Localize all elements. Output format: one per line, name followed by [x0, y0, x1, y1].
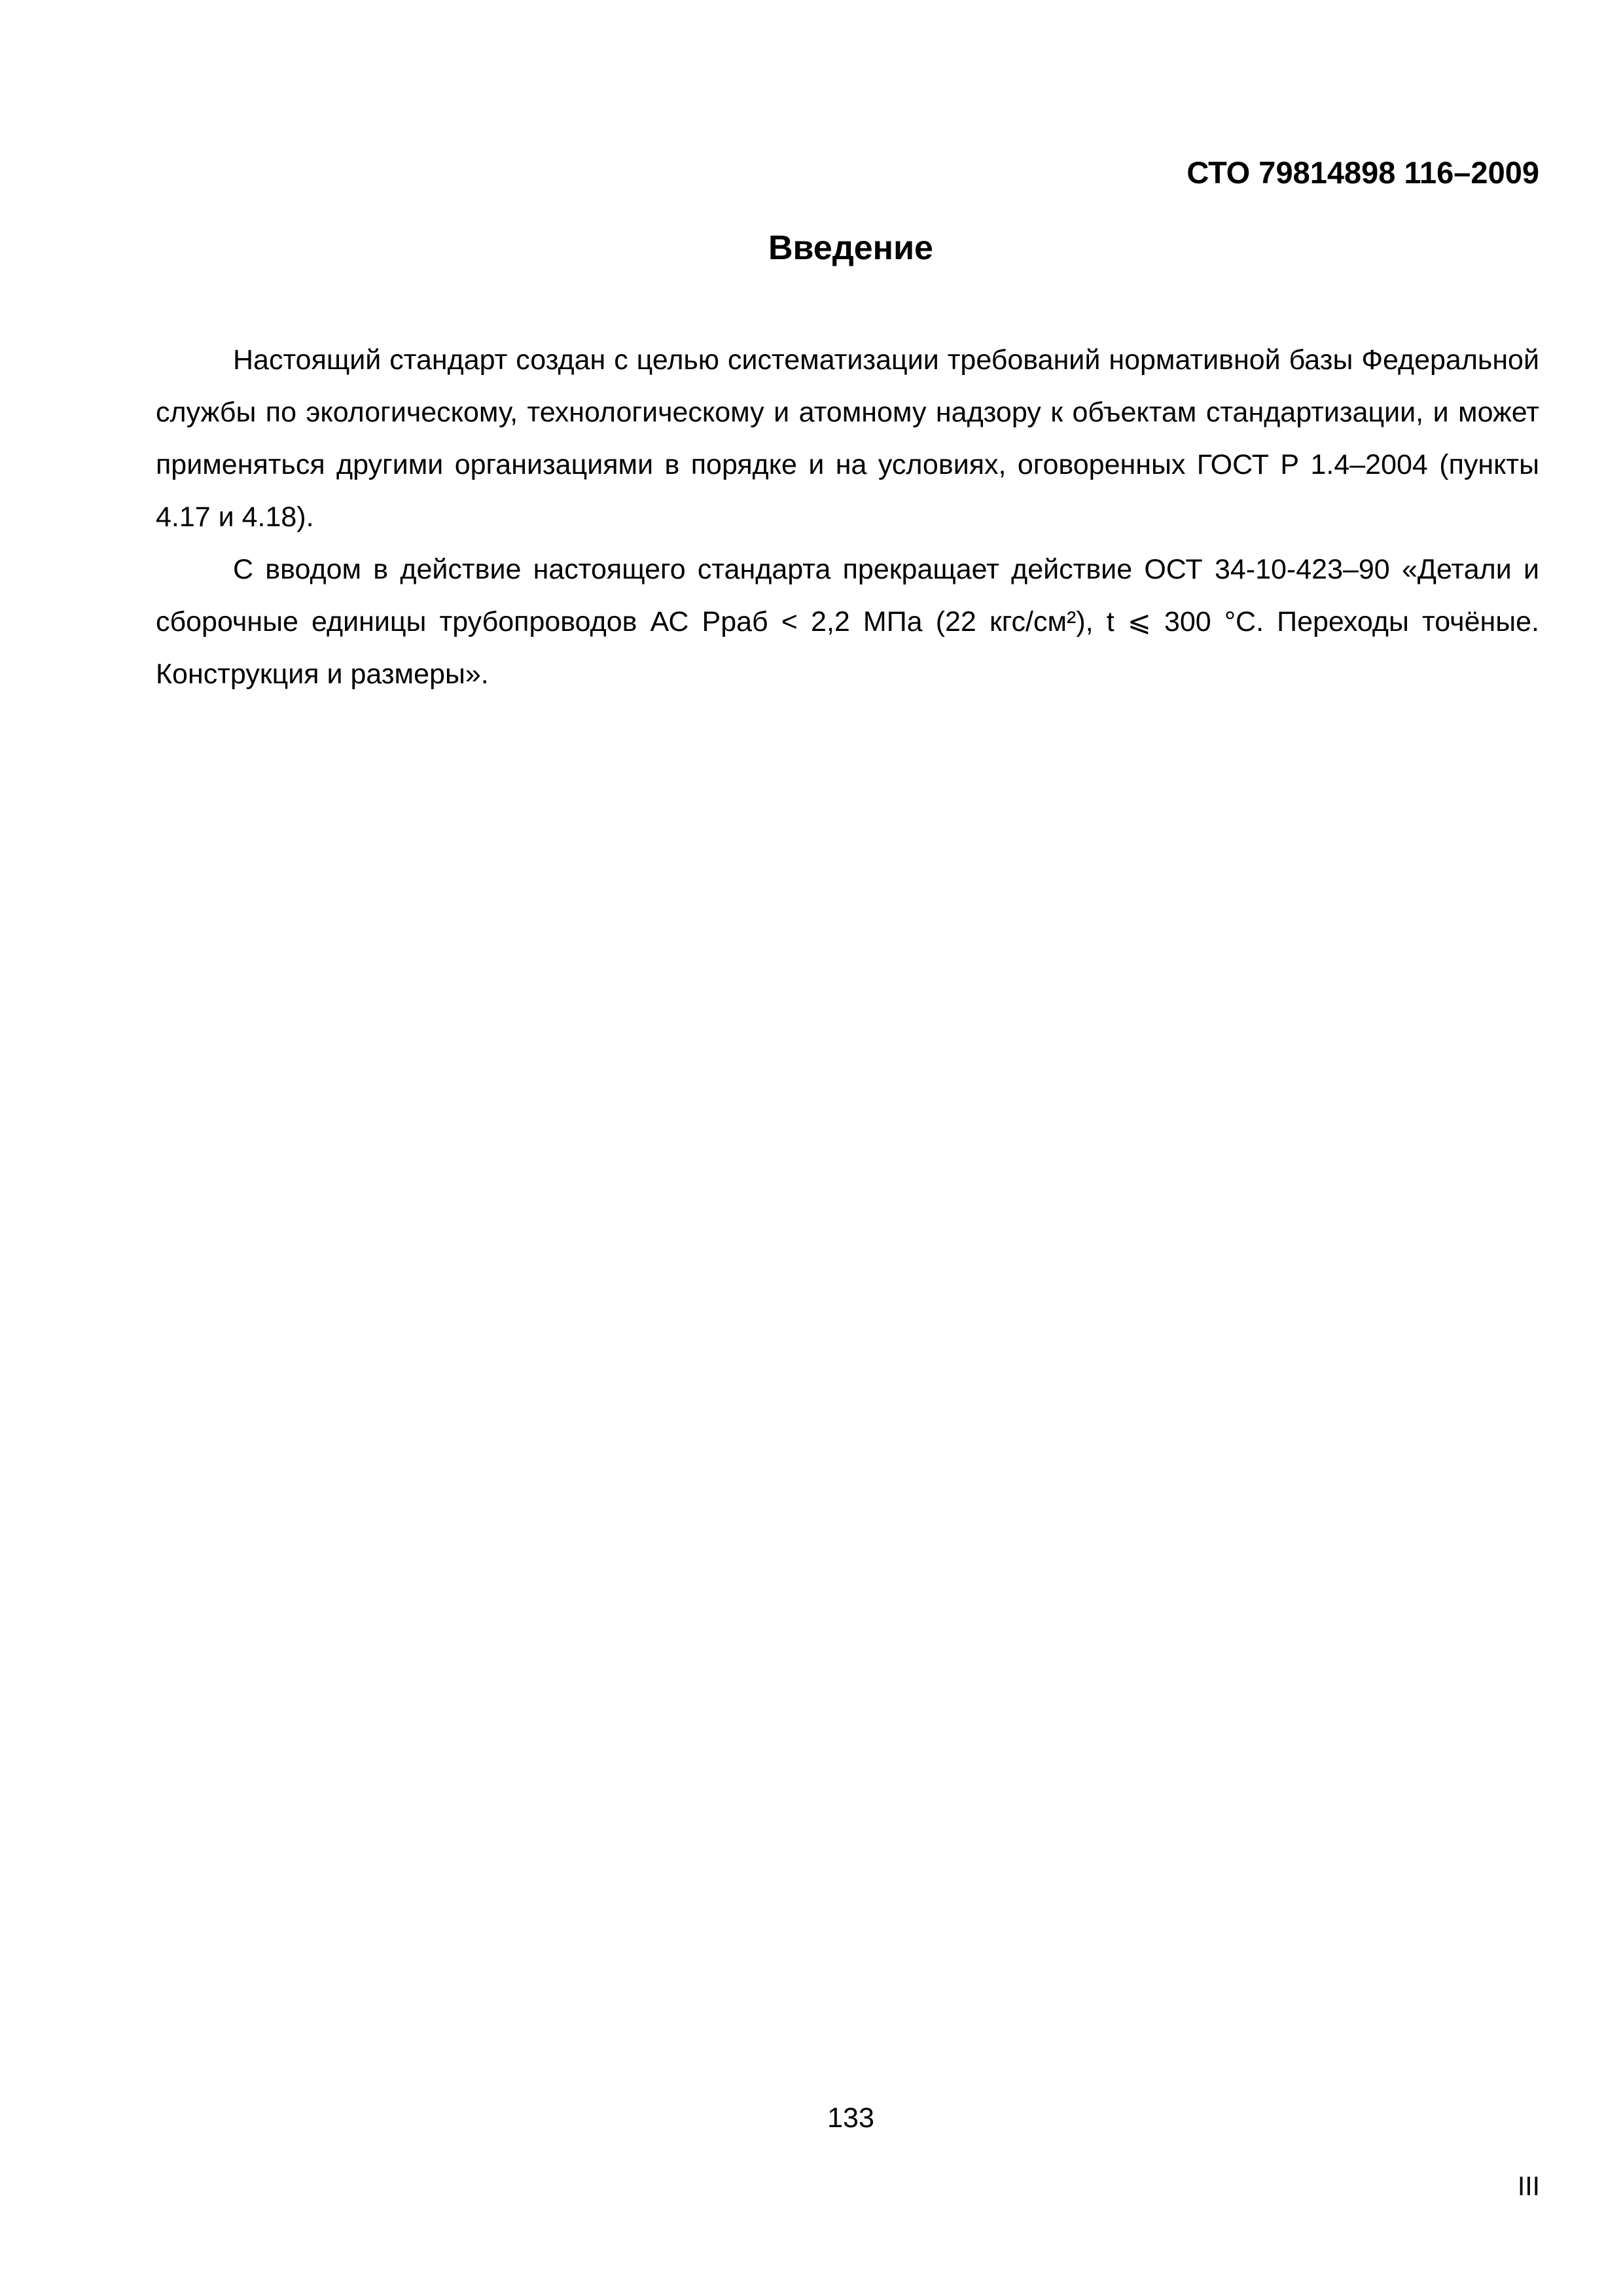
- page-number: 133: [827, 2102, 874, 2134]
- roman-page-number: III: [1517, 2171, 1540, 2201]
- body-text: [156, 334, 1539, 700]
- section-title: Введение: [768, 229, 933, 267]
- paragraph-purpose: Настоящий стандарт создан с целью систематизации требований нормативной базы Федеральной службы по экологическому, технологическому и атомному надзору к объектам стандартизации, и может применяться другими организациями в порядке и на условиях, оговоренных ГОСТ Р 1.4–2004 (пункты 4.17 и 4.18).: [156, 344, 1539, 533]
- paragraph-replacement: С вводом в действие настоящего стандарта прекращает действие ОСТ 34-10-423–90 «Детали и сборочные единицы трубопроводов АС Рраб < 2,2 МПа (22 кгс/см²), t ⩽ 300 °С. Переходы точёные. Конструкция и размеры».: [156, 554, 1539, 690]
- document-code-header: СТО 79814898 116–2009: [1186, 155, 1539, 190]
